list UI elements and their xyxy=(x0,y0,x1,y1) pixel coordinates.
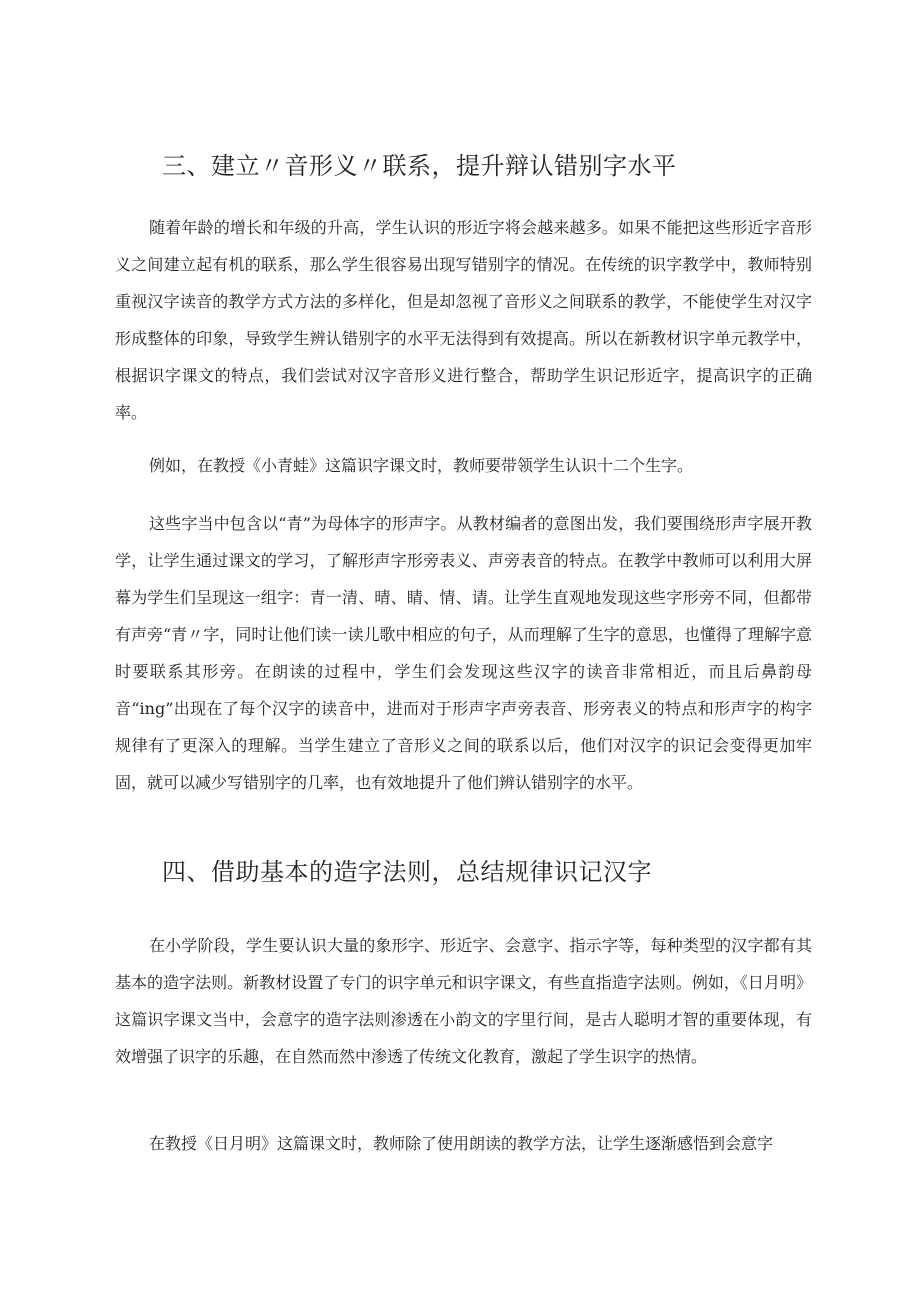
section-3-heading: 三、建立〃音形义〃联系，提升辩认错别字水平 xyxy=(162,152,677,180)
section-4-heading: 四、借助基本的造字法则，总结规律识记汉字 xyxy=(162,858,652,886)
section-4-paragraph-1: 在小学阶段，学生要认识大量的象形字、形近字、会意字、指示字等，每种类型的汉字都有其基本的造字法则。新教材设置了专门的识字单元和识字课文，有些直指造字法则。例如，《日月明》这篇识字课文当中，会意字的造字法则渗透在小韵文的字里行间，是古人聪明才智的重要体现，有效增强了识字的乐趣，在自然而然中渗透了传统文化教育，激起了学生识字的热情。 xyxy=(115,936,812,1066)
section-3-paragraph-3: 这些字当中包含以“青”为母体字的形声字。从教材编者的意图出发，我们要围绕形声字展开教学，让学生通过课文的学习，了解形声字形旁表义、声旁表音的特点。在教学中教师可以利用大屏幕为学生们呈现这一组字：青一清、晴、睛、情、请。让学生直观地发现这些字形旁不同，但都带有声旁“青〃字，同时让他们读一读儿歌中相应的句子，从而理解了生字的意思，也懂得了理解字意时要联系其形旁。在朗读的过程中，学生们会发现这些汉字的读音非常相近，而且后鼻韵母音“ing”出现在了每个汉字的读音中，进而对于形声字声旁表音、形旁表义的特点和形声字的构字规律有了更深入的理解。当学生建立了音形义之间的联系以后，他们对汉字的识记会变得更加牢固，就可以减少写错别字的几率，也有效地提升了他们辨认错别字的水平。 xyxy=(115,514,812,792)
section-3-paragraph-2: 例如，在教授《小青蛙》这篇识字课文时，教师要带领学生认识十二个生字。 xyxy=(149,456,694,475)
section-3-paragraph-1: 随着年龄的增长和年级的升高，学生认识的形近字将会越来越多。如果不能把这些形近字音形义之间建立起有机的联系，那么学生很容易出现写错别字的情况。在传统的识字教学中，教师特别重视汉字读音的教学方式方法的多样化，但是却忽视了音形义之间联系的教学，不能使学生对汉字形成整体的印象，导致学生辨认错别字的水平无法得到有效提高。所以在新教材识字单元教学中，根据识字课文的特点，我们尝试对汉字音形义进行整合，帮助学生识记形近字，提高识字的正确率。 xyxy=(115,218,812,422)
section-4-paragraph-2: 在教授《日月明》这篇课文时，教师除了使用朗读的教学方法，让学生逐渐感悟到会意字 xyxy=(149,1134,774,1153)
